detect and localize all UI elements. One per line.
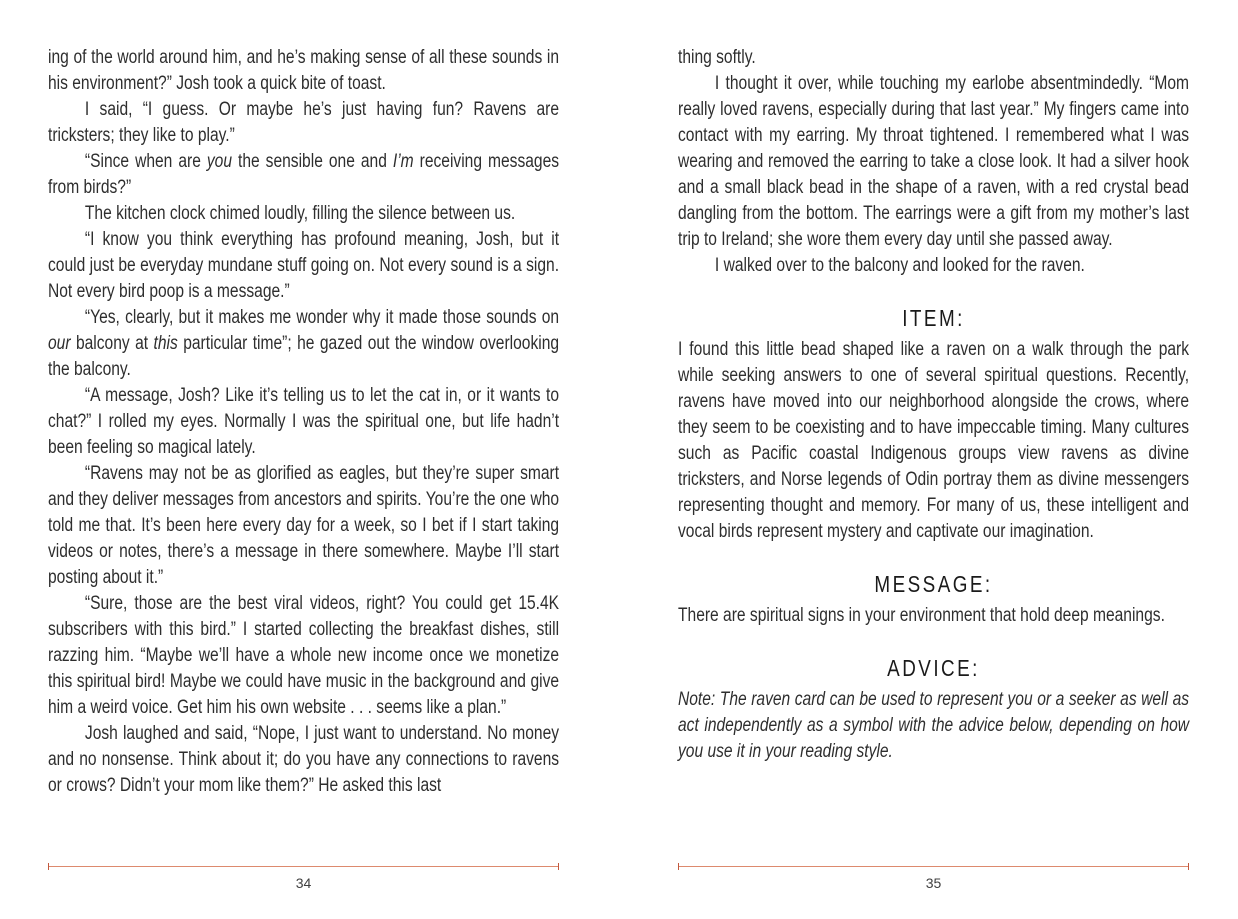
page-35 [678, 0, 1189, 919]
paragraph: “I know you think everything has profound meaning, Josh, but it could just be everyday mundane stuff going on. Not every sound is a sign. Not every bird poop is a message.” [48, 229, 560, 302]
paragraph: “Yes, clearly, but it makes me wonder why it made those sounds on our balcony at this particular time”; he gazed out the window overlooking the balcony. [48, 307, 560, 380]
italic-text: you [206, 151, 233, 172]
paragraph: I walked over to the balcony and looked for the raven. [714, 255, 1085, 276]
paragraph: thing softly. [678, 47, 756, 68]
page-34-footer [48, 866, 559, 891]
page-34 [48, 0, 559, 919]
section-heading: ADVICE: [887, 655, 980, 681]
page-34-text [48, 45, 559, 799]
italic-text: our [48, 333, 71, 354]
paragraph: Note: The raven card can be used to represent you or a seeker as well as act independently as a symbol with the advice below, depending on how you use it in your reading style. [678, 689, 1190, 762]
page-number: 34 [295, 875, 312, 891]
page-number: 35 [925, 875, 942, 891]
paragraph: I thought it over, while touching my earlobe absentmindedly. “Mom really loved ravens, especially during that last year.” My fingers came into contact with my earring. My throat tightened. I remembered what I was wearing and removed the earring to take a close look. It had a silver hook and a small black bead in the shape of a raven, with a red crystal bead dangling from the bottom. The earrings were a gift from my mother’s last trip to Ireland; she wore them every day until she passed away. [678, 73, 1190, 250]
paragraph: “Sure, those are the best viral videos, right? You could get 15.4K subscribers with this bird.” I started collecting the breakfast dishes, still razzing him. “Maybe we’ll have a whole new income once we monetize this spiritual bird! Maybe we could have music in the background and give him a weird voice. Get him his own website . . . seems like a plan.” [48, 593, 560, 718]
footer-rule [48, 866, 559, 867]
paragraph: “Ravens may not be as glorified as eagles, but they’re super smart and they deliver messages from ancestors and spirits. You’re the one who told me that. It’s been here every day for a week, so I bet if I start taking videos or notes, there’s a message in there somewhere. Maybe I’ll start posting about it.” [48, 463, 560, 588]
section-heading: ITEM: [902, 305, 965, 331]
paragraph: ing of the world around him, and he’s making sense of all these sounds in his environment?” Josh took a quick bite of toast. [48, 47, 560, 94]
paragraph: I said, “I guess. Or maybe he’s just having fun? Ravens are tricksters; they like to play.” [48, 99, 560, 146]
paragraph: The kitchen clock chimed loudly, filling the silence between us. [84, 203, 516, 224]
paragraph: Josh laughed and said, “Nope, I just want to understand. No money and no nonsense. Think about it; do you have any connections to ravens or crows? Didn’t your mom like them?” He asked this last [48, 723, 560, 796]
paragraph: “A message, Josh? Like it’s telling us to let the cat in, or it wants to chat?” I rolled my eyes. Normally I was the spiritual one, but life hadn’t been feeling so magical lately. [48, 385, 560, 458]
italic-text: I’m [392, 151, 414, 172]
paragraph: There are spiritual signs in your environment that hold deep meanings. [678, 605, 1165, 626]
italic-text: this [153, 333, 178, 354]
footer-rule [678, 866, 1189, 867]
page-35-footer [678, 866, 1189, 891]
paragraph: I found this little bead shaped like a raven on a walk through the park while seeking answers to one of several spiritual questions. Recently, ravens have moved into our neighborhood alongside the crows, where they seem to be coexisting and to have impeccable timing. Many cultures such as Pacific coastal Indigenous groups view ravens as divine tricksters, and Norse legends of Odin portray them as divine messengers representing thought and memory. For many of us, these intelligent and vocal birds represent mystery and captivate our imagination. [678, 339, 1190, 542]
paragraph: “Since when are you the sensible one and I’m receiving messages from birds?” [48, 151, 560, 198]
section-heading: MESSAGE: [874, 571, 993, 597]
page-35-text [678, 45, 1189, 765]
